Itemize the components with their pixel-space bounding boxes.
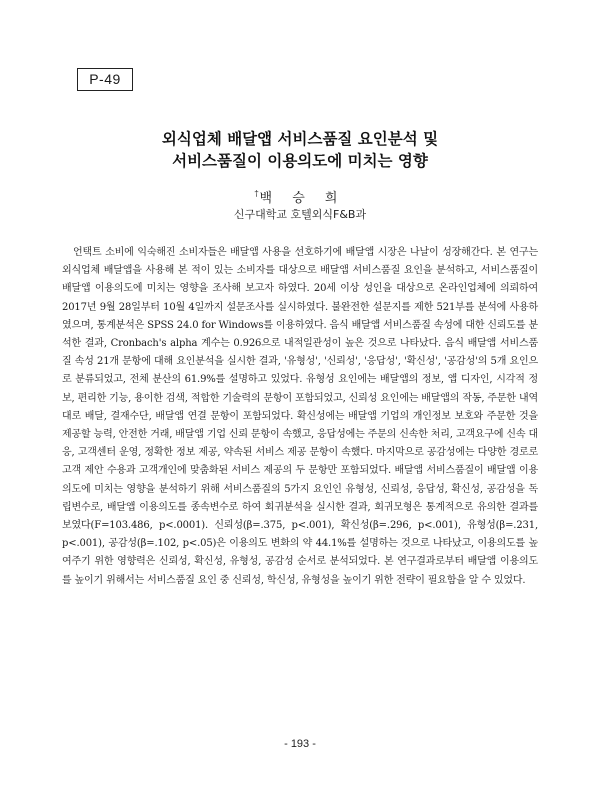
- corresponding-author-mark: †: [254, 189, 259, 198]
- title-line-2: 서비스품질이 이용의도에 미치는 영향: [172, 152, 428, 170]
- poster-label: P-49: [77, 68, 133, 91]
- page-number: - 193 -: [284, 738, 316, 750]
- title-line-1: 외식업체 배달앱 서비스품질 요인분석 및: [161, 130, 439, 148]
- abstract-body: 언택트 소비에 익숙해진 소비자들은 배달앱 사용을 선호하기에 배달앱 시장은 나날이 성장해간다. 본 연구는 외식업체 배달앱을 사용해 본 적이 있는 소비자를 대상으로 배달앱 서비스품질 요인을 분석하고, 서비스품질이 배달앱 이용의도에 미치는 영향을 조사해 보고자 하였다. 20세 이상 성인을 대상으로 온라인업체에 의뢰하여 2017년 9월 28일부터 10월 4일까지 설문조사를 실시하였다. 불완전한 설문지를 제한 521부를 분석에 사용하였으며, 통계분석은 SPSS 24.0 for Windows를 이용하였다. 음식 배달앱 서비스품질 속성에 대한 신뢰도를 분석한 결과, Cronbach's alpha 계수는 0.926으로 내적일관성이 높은 것으로 나타났다. 음식 배달앱 서비스품질 속성 21개 문항에 대해 요인분석을 실시한 결과, '유형성', '신뢰성', '응답성', '확신성', '공감성'의 5개 요인으로 분류되었고, 전체 분산의 61.9%를 설명하고 있었다. 유형성 요인에는 배달앱의 정보, 앱 디자인, 시각적 정보, 편리한 기능, 용이한 검색, 적합한 기술력의 문항이 포함되었고, 신뢰성 요인에는 배달앱의 작동, 주문한 내역대로 배달, 결재수단, 배달앱 연결 문항이 포함되었다. 확신성에는 배달앱 기업의 개인정보 보호와 주문한 것을 제공할 능력, 안전한 거래, 배달앱 기업 신뢰 문항이 속했고, 응답성에는 주문의 신속한 처리, 고객요구에 신속 대응, 고객센터 운영, 정확한 정보 제공, 약속된 서비스 제공 문항이 속했다. 마지막으로 공감성에는 다양한 경로로 고객 제안 수용과 고객개인에 맞춤화된 서비스 제공의 두 문항만 포함되었다. 배달앱 서비스품질이 배달앱 이용의도에 미치는 영향을 분석하기 위해 서비스품질의 5가지 요인인 유형성, 신뢰성, 응답성, 확신성, 공감성을 독립변수로, 배달앱 이용의도를 종속변수로 하여 회귀분석을 실시한 결과, 회귀모형은 통계적으로 유의한 결과를 보였다(F=103.486, p<.0001). 신뢰성(β=.375, p<.001), 확신성(β=.296, p<.001), 유형성(β=.231, p<.001), 공감성(β=.102, p<.05)은 이용의도 변화의 약 44.1%를 설명하는 것으로 나타났고, 이용의도를 높여주기 위한 영향력은 신뢰성, 확신성, 유형성, 공감성 순서로 분석되었다. 본 연구결과로부터 배달앱 이용의도를 높이기 위해서는 서비스품질 요인 중 신뢰성, 학신성, 유형성을 높이기 위한 전략이 필요함을 알 수 있었다.: [62, 247, 538, 586]
- paper-title: [60, 128, 540, 172]
- affiliation: 신구대학교 호텔외식F&B과: [233, 208, 367, 221]
- author: [60, 185, 540, 208]
- author-name: 백 승 희: [259, 191, 346, 206]
